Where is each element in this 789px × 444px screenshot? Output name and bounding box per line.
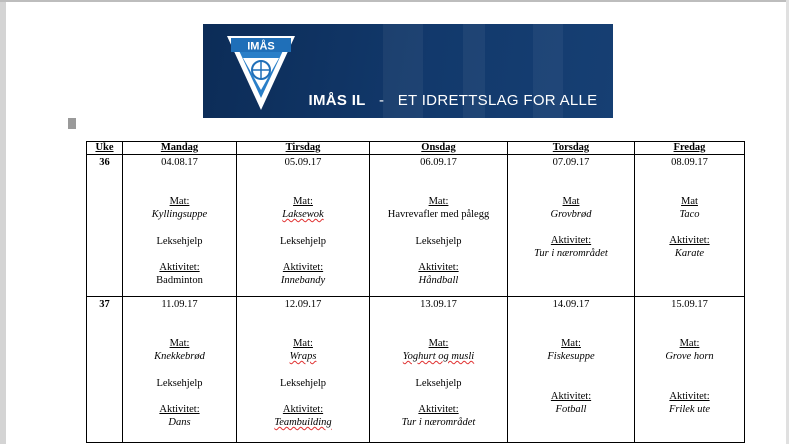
cell-date: 14.09.17 bbox=[552, 299, 590, 310]
banner-tagline bbox=[295, 92, 611, 109]
week-number: 37 bbox=[87, 297, 123, 443]
activity-label: Aktivitet: bbox=[159, 262, 200, 273]
activity-item: Teambuilding bbox=[274, 417, 332, 428]
header-thursday: Torsdag bbox=[508, 142, 635, 155]
food-item: Wraps bbox=[289, 351, 317, 362]
food-item: Yoghurt og musli bbox=[402, 351, 475, 362]
activity-item: Badminton bbox=[156, 275, 203, 286]
table-row bbox=[87, 297, 745, 443]
day-cell-tuesday bbox=[237, 155, 370, 297]
homework-text: Leksehjelp bbox=[415, 378, 462, 389]
day-cell-thursday bbox=[508, 297, 635, 443]
activity-label: Aktivitet: bbox=[669, 391, 710, 402]
cell-date: 13.09.17 bbox=[420, 299, 457, 310]
activity-label: Aktivitet: bbox=[159, 404, 200, 415]
cell-date: 06.09.17 bbox=[420, 157, 457, 168]
cell-date: 07.09.17 bbox=[552, 157, 590, 168]
food-label: Mat: bbox=[561, 338, 581, 349]
food-label: Mat: bbox=[679, 338, 700, 349]
activity-item: Frilek ute bbox=[668, 404, 711, 415]
club-name: IMÅS IL bbox=[308, 92, 366, 109]
food-label: Mat: bbox=[293, 196, 313, 207]
day-cell-friday bbox=[635, 297, 745, 443]
food-label: Mat: bbox=[293, 338, 313, 349]
activity-item: Tur i nærområdet bbox=[534, 248, 608, 259]
activity-item: Håndball bbox=[418, 275, 459, 286]
day-cell-thursday bbox=[508, 155, 635, 297]
activity-item: Innebandy bbox=[280, 275, 326, 286]
table-header-row bbox=[87, 142, 745, 155]
header-banner-image bbox=[203, 24, 613, 118]
day-cell-tuesday bbox=[237, 297, 370, 443]
activity-label: Aktivitet: bbox=[669, 235, 710, 246]
activity-item: Tur i nærområdet bbox=[401, 417, 476, 428]
food-label: Mat: bbox=[169, 196, 190, 207]
food-label: Mat: bbox=[428, 196, 449, 207]
food-label: Mat: bbox=[428, 338, 449, 349]
food-label: Mat bbox=[562, 196, 580, 207]
cell-date: 04.08.17 bbox=[161, 157, 198, 168]
table-row bbox=[87, 155, 745, 297]
day-cell-monday bbox=[123, 155, 237, 297]
food-item: Taco bbox=[679, 209, 700, 220]
cell-date: 05.09.17 bbox=[284, 157, 322, 168]
day-cell-wednesday bbox=[370, 155, 508, 297]
day-cell-monday bbox=[123, 297, 237, 443]
paragraph-anchor-icon bbox=[68, 118, 76, 129]
activity-label: Aktivitet: bbox=[550, 235, 592, 246]
activity-label: Aktivitet: bbox=[550, 391, 592, 402]
homework-text: Leksehjelp bbox=[156, 236, 203, 247]
cell-date: 12.09.17 bbox=[284, 299, 322, 310]
page-left-margin bbox=[0, 0, 6, 444]
food-item: Kyllingsuppe bbox=[151, 209, 208, 220]
week-number: 36 bbox=[87, 155, 123, 297]
cell-date: 11.09.17 bbox=[161, 299, 198, 310]
header-week: Uke bbox=[87, 142, 123, 155]
cell-date: 15.09.17 bbox=[671, 299, 708, 310]
homework-text: Leksehjelp bbox=[156, 378, 203, 389]
logo-text: IMÅS bbox=[247, 40, 275, 53]
food-item: Laksewok bbox=[282, 209, 324, 220]
activity-item: Karate bbox=[674, 248, 705, 259]
tagline-separator: - bbox=[379, 92, 385, 109]
day-cell-wednesday bbox=[370, 297, 508, 443]
homework-text: Leksehjelp bbox=[415, 236, 462, 247]
activity-item: Dans bbox=[168, 417, 191, 428]
weekly-schedule-table bbox=[86, 141, 745, 443]
activity-label: Aktivitet: bbox=[282, 262, 324, 273]
food-label: Mat: bbox=[169, 338, 190, 349]
food-item: Knekkebrød bbox=[154, 351, 205, 362]
homework-text: Leksehjelp bbox=[279, 236, 327, 247]
food-item: Fiskesuppe bbox=[547, 351, 595, 362]
activity-label: Aktivitet: bbox=[282, 404, 324, 415]
food-label: Mat bbox=[681, 196, 698, 207]
activity-label: Aktivitet: bbox=[418, 404, 459, 415]
homework-text: Leksehjelp bbox=[279, 378, 327, 389]
day-cell-friday bbox=[635, 155, 745, 297]
header-friday: Fredag bbox=[635, 142, 745, 155]
activity-item: Fotball bbox=[555, 404, 587, 415]
food-item: Grovbrød bbox=[550, 209, 592, 220]
header-monday: Mandag bbox=[123, 142, 237, 155]
food-item: Havrevafler med pålegg bbox=[387, 209, 490, 220]
activity-label: Aktivitet: bbox=[418, 262, 459, 273]
club-slogan: ET IDRETTSLAG FOR ALLE bbox=[397, 92, 598, 109]
header-tuesday: Tirsdag bbox=[237, 142, 370, 155]
cell-date: 08.09.17 bbox=[671, 157, 708, 168]
food-item: Grove horn bbox=[665, 351, 714, 362]
ruler-edge bbox=[0, 0, 789, 2]
header-wednesday: Onsdag bbox=[370, 142, 508, 155]
